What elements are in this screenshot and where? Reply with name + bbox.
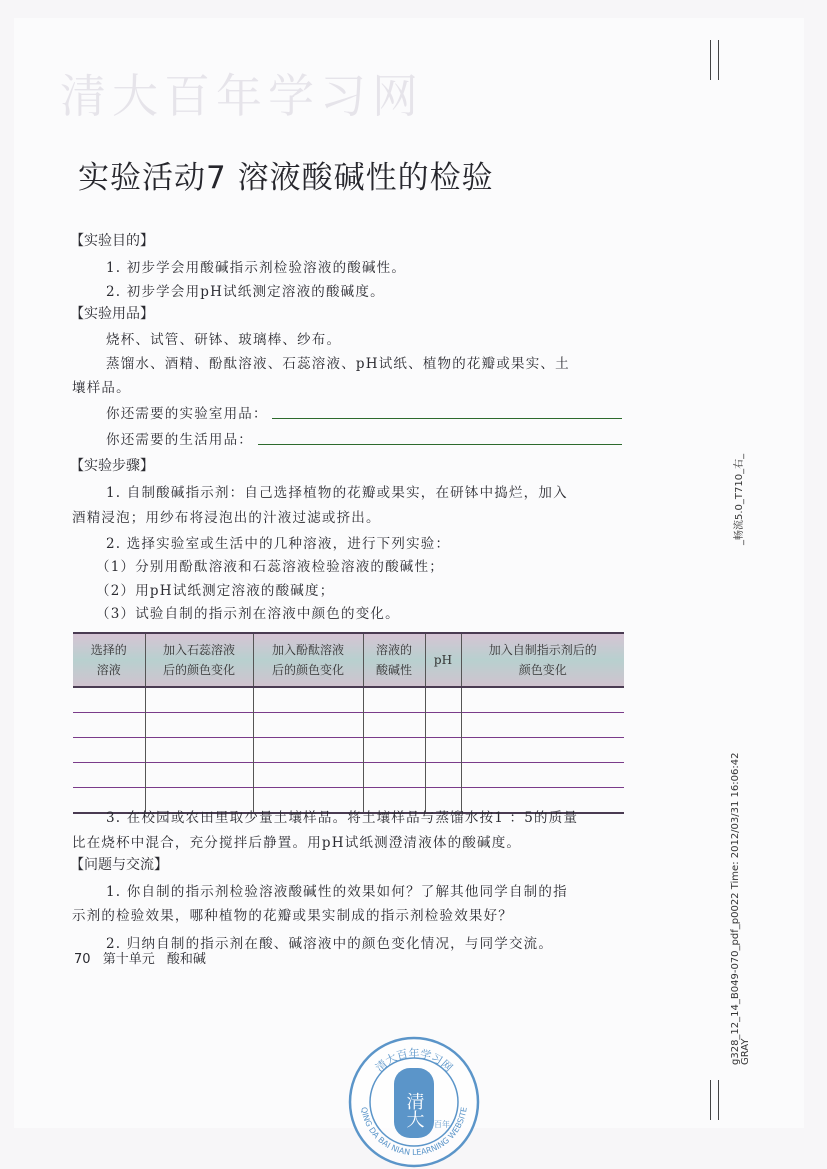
website-seal-logo: [347, 1035, 481, 1169]
side-mark-gray: GRAY: [740, 1038, 751, 1065]
table-cell-blank[interactable]: [253, 713, 363, 738]
page-footer: [74, 948, 206, 967]
table-cell-blank[interactable]: [461, 738, 624, 763]
step-line: （3）试验自制的指示剂在溶液中颜色的变化。: [96, 606, 400, 622]
crop-mark: [718, 40, 719, 80]
heading-materials: 【实验用品】: [70, 306, 154, 322]
materials-line: 烧杯、试管、研钵、玻璃棒、纱布。: [106, 332, 342, 348]
side-mark-bottom: g328_12_14_B049-070_pdf_p0022 Time: 2012/03/31 16:06:42: [730, 752, 741, 1065]
header-text: 溶液的: [375, 643, 412, 657]
header-text: 后的颜色变化: [271, 663, 344, 677]
question-line: 2. 归纳自制的指示剂在酸、碱溶液中的颜色变化情况，与同学交流。: [106, 936, 554, 952]
materials-line: 蒸馏水、酒精、酚酞溶液、石蕊溶液、pH试纸、植物的花瓣或果实、土: [106, 356, 570, 372]
table-cell-blank[interactable]: [363, 713, 425, 738]
table-cell-blank[interactable]: [363, 687, 425, 713]
table-cell-blank[interactable]: [73, 763, 145, 788]
table-header-cell: [425, 633, 461, 687]
life-items-label: 你还需要的生活用品：: [106, 432, 253, 448]
table-header-cell: [253, 633, 363, 687]
table-cell-blank[interactable]: [145, 687, 253, 713]
table-cell-blank[interactable]: [253, 738, 363, 763]
table-cell-blank[interactable]: [461, 763, 624, 788]
header-text: 加入酚酞溶液: [271, 643, 344, 657]
header-text: 溶液: [96, 663, 121, 677]
background-ghost-text: 清大百年学习网: [60, 69, 424, 123]
svg-text:清大百年学习网: 清大百年学习网: [373, 1047, 455, 1075]
unit-label: 第十单元: [102, 952, 155, 967]
lab-items-blank[interactable]: [272, 418, 622, 419]
table-cell-blank[interactable]: [253, 763, 363, 788]
header-text: 后的颜色变化: [162, 663, 235, 677]
table-row: [73, 738, 624, 763]
side-mark-top: _畅流5.0_T710_右_: [734, 453, 745, 545]
table-cell-blank[interactable]: [363, 763, 425, 788]
heading-discussion: 【问题与交流】: [70, 857, 168, 873]
header-text: 选择的: [90, 643, 127, 657]
table-cell-blank[interactable]: [425, 687, 461, 713]
purpose-item: 2. 初步学会用pH试纸测定溶液的酸碱度。: [106, 284, 385, 300]
purpose-item: 1. 初步学会用酸碱指示剂检验溶液的酸碱性。: [106, 260, 407, 276]
header-text: pH: [433, 653, 453, 667]
table-cell-blank[interactable]: [73, 713, 145, 738]
table-row: [73, 763, 624, 788]
crop-mark: [710, 1080, 711, 1120]
svg-text:QING DA BAI NIAN LEARNING WEBS: QING DA BAI NIAN LEARNING WEBSITE: [359, 1106, 469, 1158]
svg-text:百年: 百年: [434, 1120, 450, 1129]
table-row: [73, 713, 624, 738]
page-title: 实验活动7 溶液酸碱性的检验: [78, 160, 494, 196]
table-cell-blank[interactable]: [461, 713, 624, 738]
step-line: 3. 在校园或农田里取少量土壤样品。将土壤样品与蒸馏水按1 ：5的质量: [106, 810, 579, 826]
results-table: [73, 632, 624, 814]
table-cell-blank[interactable]: [145, 713, 253, 738]
table-cell-blank[interactable]: [425, 763, 461, 788]
crop-mark: [718, 1080, 719, 1120]
heading-steps: 【实验步骤】: [70, 458, 154, 474]
table-header-cell: [363, 633, 425, 687]
step-line: 2. 选择实验室或生活中的几种溶液，进行下列实验：: [106, 536, 451, 552]
table-header-row: [73, 633, 624, 687]
life-items-blank[interactable]: [258, 444, 622, 445]
materials-line: 壤样品。: [72, 380, 131, 396]
table-header-cell: [145, 633, 253, 687]
unit-title: 酸和碱: [166, 952, 206, 967]
table-cell-blank[interactable]: [425, 738, 461, 763]
question-line: 示剂的检验效果，哪种植物的花瓣或果实制成的指示剂检验效果好？: [72, 908, 513, 924]
table-cell-blank[interactable]: [73, 687, 145, 713]
header-text: 酸碱性: [375, 663, 412, 677]
header-text: 颜色变化: [518, 663, 567, 677]
heading-purpose: 【实验目的】: [70, 233, 154, 249]
question-line: 1. 你自制的指示剂检验溶液酸碱性的效果如何？了解其他同学自制的指: [106, 884, 568, 900]
table-cell-blank[interactable]: [363, 738, 425, 763]
header-text: 加入石蕊溶液: [162, 643, 235, 657]
table-cell-blank[interactable]: [73, 738, 145, 763]
page-number: 70: [74, 952, 91, 967]
table-cell-blank[interactable]: [461, 687, 624, 713]
svg-text:清大: 清大: [403, 1092, 425, 1128]
header-text: 加入自制指示剂后的: [488, 643, 597, 657]
step-line: （1）分别用酚酞溶液和石蕊溶液检验溶液的酸碱性；: [96, 559, 444, 575]
step-line: 比在烧杯中混合，充分搅拌后静置。用pH试纸测澄清液体的酸碱度。: [72, 835, 522, 851]
step-line: 酒精浸泡；用纱布将浸泡出的汁液过滤或挤出。: [72, 510, 381, 526]
table-cell-blank[interactable]: [145, 738, 253, 763]
table-cell-blank[interactable]: [253, 687, 363, 713]
step-line: 1. 自制酸碱指示剂：自己选择植物的花瓣或果实，在研钵中捣烂，加入: [106, 485, 568, 501]
table-cell-blank[interactable]: [145, 763, 253, 788]
table-cell-blank[interactable]: [425, 713, 461, 738]
table-header-cell: [73, 633, 145, 687]
table-row: [73, 687, 624, 713]
step-line: （2）用pH试纸测定溶液的酸碱度；: [96, 583, 335, 599]
lab-items-label: 你还需要的实验室用品：: [106, 406, 268, 422]
table-header-cell: [461, 633, 624, 687]
crop-mark: [710, 40, 711, 80]
